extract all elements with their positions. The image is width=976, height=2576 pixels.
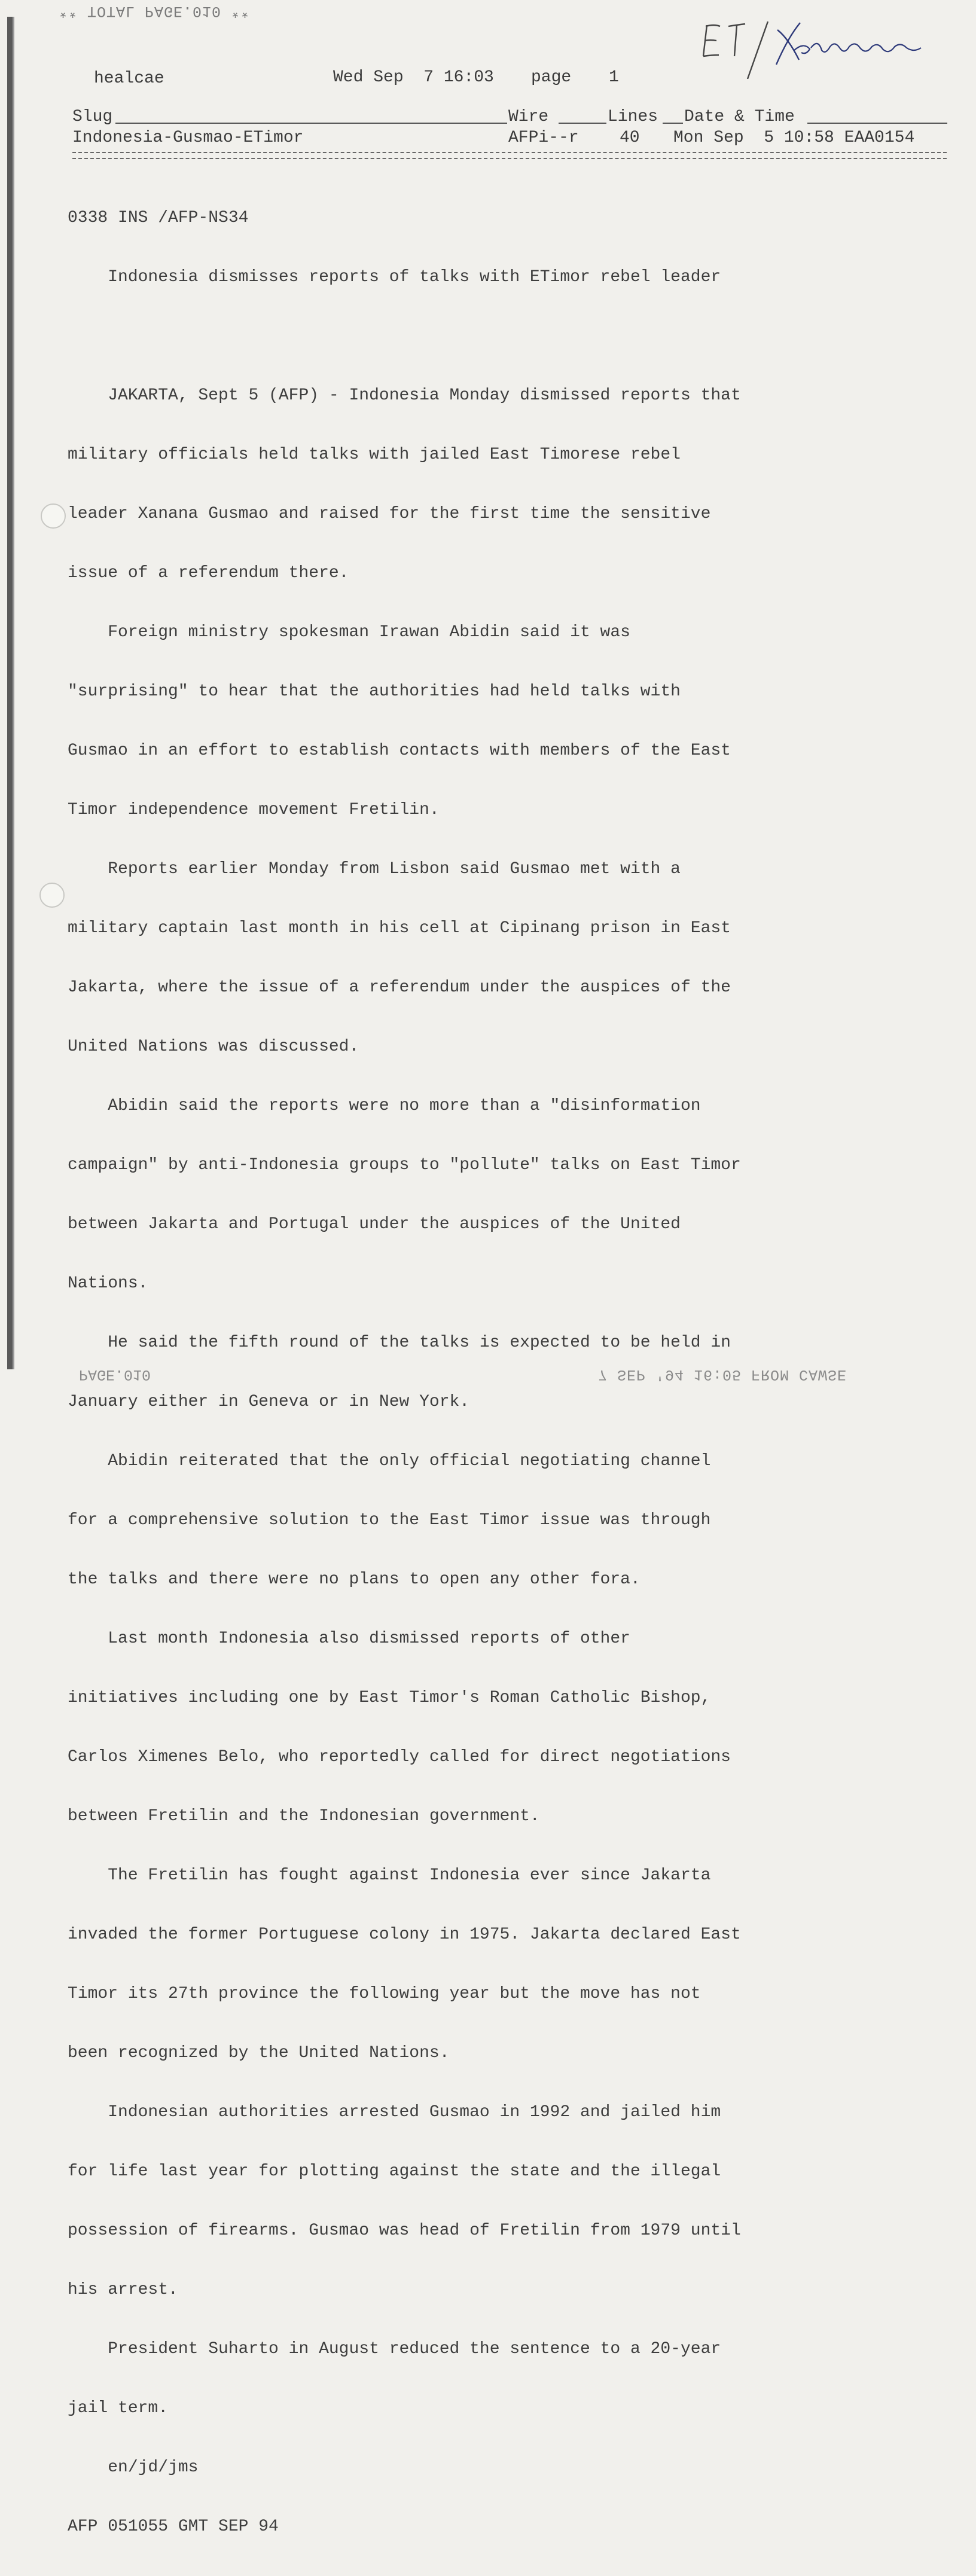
page-left-edge-shadow [13,17,14,1369]
fax-transmission-footer: 7 SEP '94 16:05 FROM CAWSE [598,1366,847,1383]
wire-value: AFPi--r [508,129,579,147]
story-line: his arrest. [68,2281,178,2299]
story-line: issue of a referendum there. [68,564,349,582]
story-line: Last month Indonesia also dismissed reports of other [68,1629,630,1648]
wire-label: Wire [508,108,549,126]
story-line: possession of firearms. Gusmao was head of Fretilin from 1979 until [68,2221,741,2240]
slug-label: Slug [72,108,113,126]
lines-value: 40 [620,129,640,147]
story-line: Reports earlier Monday from Lisbon said Gusmao met with a [68,860,681,878]
story-line: Gusmao in an effort to establish contacts with members of the East [68,741,731,760]
story-line: The Fretilin has fought against Indonesia ever since Jakarta [68,1866,711,1885]
story-line: between Fretilin and the Indonesian government. [68,1807,540,1826]
header-page-label: page [531,68,572,87]
story-line: JAKARTA, Sept 5 (AFP) - Indonesia Monday dismissed reports that [68,386,741,405]
story-line: President Suharto in August reduced the sentence to a 20-year [68,2340,721,2358]
fax-page-footer: PAGE.010 [79,1366,151,1383]
page-left-edge [7,17,13,1369]
header-separator [72,152,947,159]
story-line: He said the fifth round of the talks is expected to be held in [68,1333,731,1352]
header-user: healcae [94,69,164,88]
story-line: leader Xanana Gusmao and raised for the first time the sensitive [68,505,711,523]
story-line [68,326,741,346]
story-line: 0338 INS /AFP-NS34 [68,209,249,227]
datetime-value: Mon Sep 5 10:58 EAA0154 [673,129,915,147]
handwritten-note [699,13,950,79]
story-line: en/jd/jms [68,2458,199,2477]
story-line: military officials held talks with jailed East Timorese rebel [68,445,681,464]
story-line: between Jakarta and Portugal under the auspices of the United [68,1215,681,1234]
slug-underline [115,123,507,124]
punch-hole [39,883,65,908]
story-line: United Nations was discussed. [68,1037,359,1056]
header-datetime: Wed Sep 7 16:03 [333,68,494,87]
fax-total-page-header: ** TOTAL PAGE.010 ** [59,2,251,20]
story-line: for life last year for plotting against the state and the illegal [68,2162,721,2181]
story-line: been recognized by the United Nations. [68,2044,450,2062]
story-line: military captain last month in his cell at Cipinang prison in East [68,919,731,938]
handwritten-note-text: ET/ Xanana [699,70,757,79]
story-line: for a comprehensive solution to the East Timor issue was through [68,1511,711,1530]
story-line: invaded the former Portuguese colony in 1975. Jakarta declared East [68,1925,741,1944]
wire-underline [559,123,606,124]
datetime-underline [807,123,947,124]
story-line: Jakarta, where the issue of a referendum under the auspices of the [68,978,731,997]
slug-value: Indonesia-Gusmao-ETimor [72,129,304,147]
story-line: Timor its 27th province the following year but the move has not [68,1985,701,2003]
lines-underline [663,123,683,124]
story-line: "surprising" to hear that the authorities had held talks with [68,682,681,701]
story-line: the talks and there were no plans to open any other fora. [68,1570,640,1589]
story-line: jail term. [68,2399,169,2418]
story-line: January either in Geneva or in New York. [68,1393,470,1411]
story-line: Abidin reiterated that the only official negotiating channel [68,1452,711,1470]
datetime-label: Date & Time [684,108,795,126]
story-line: Indonesian authorities arrested Gusmao in 1992 and jailed him [68,2103,721,2122]
story-line: Indonesia dismisses reports of talks with ETimor rebel leader [68,268,721,286]
story-line: campaign" by anti-Indonesia groups to "pollute" talks on East Timor [68,1156,741,1174]
punch-hole [41,503,66,529]
story-line: initiatives including one by East Timor's Roman Catholic Bishop, [68,1689,711,1707]
story-line: AFP 051055 GMT SEP 94 [68,2517,279,2536]
story-line: Abidin said the reports were no more than a "disinformation [68,1097,701,1115]
story-line: Carlos Ximenes Belo, who reportedly called for direct negotiations [68,1748,731,1766]
lines-label: Lines [608,108,658,126]
header-page-number: 1 [609,68,619,87]
story-line: Foreign ministry spokesman Irawan Abidin said it was [68,623,630,642]
story-line: Nations. [68,1274,148,1293]
story-line: Timor independence movement Fretilin. [68,801,440,819]
